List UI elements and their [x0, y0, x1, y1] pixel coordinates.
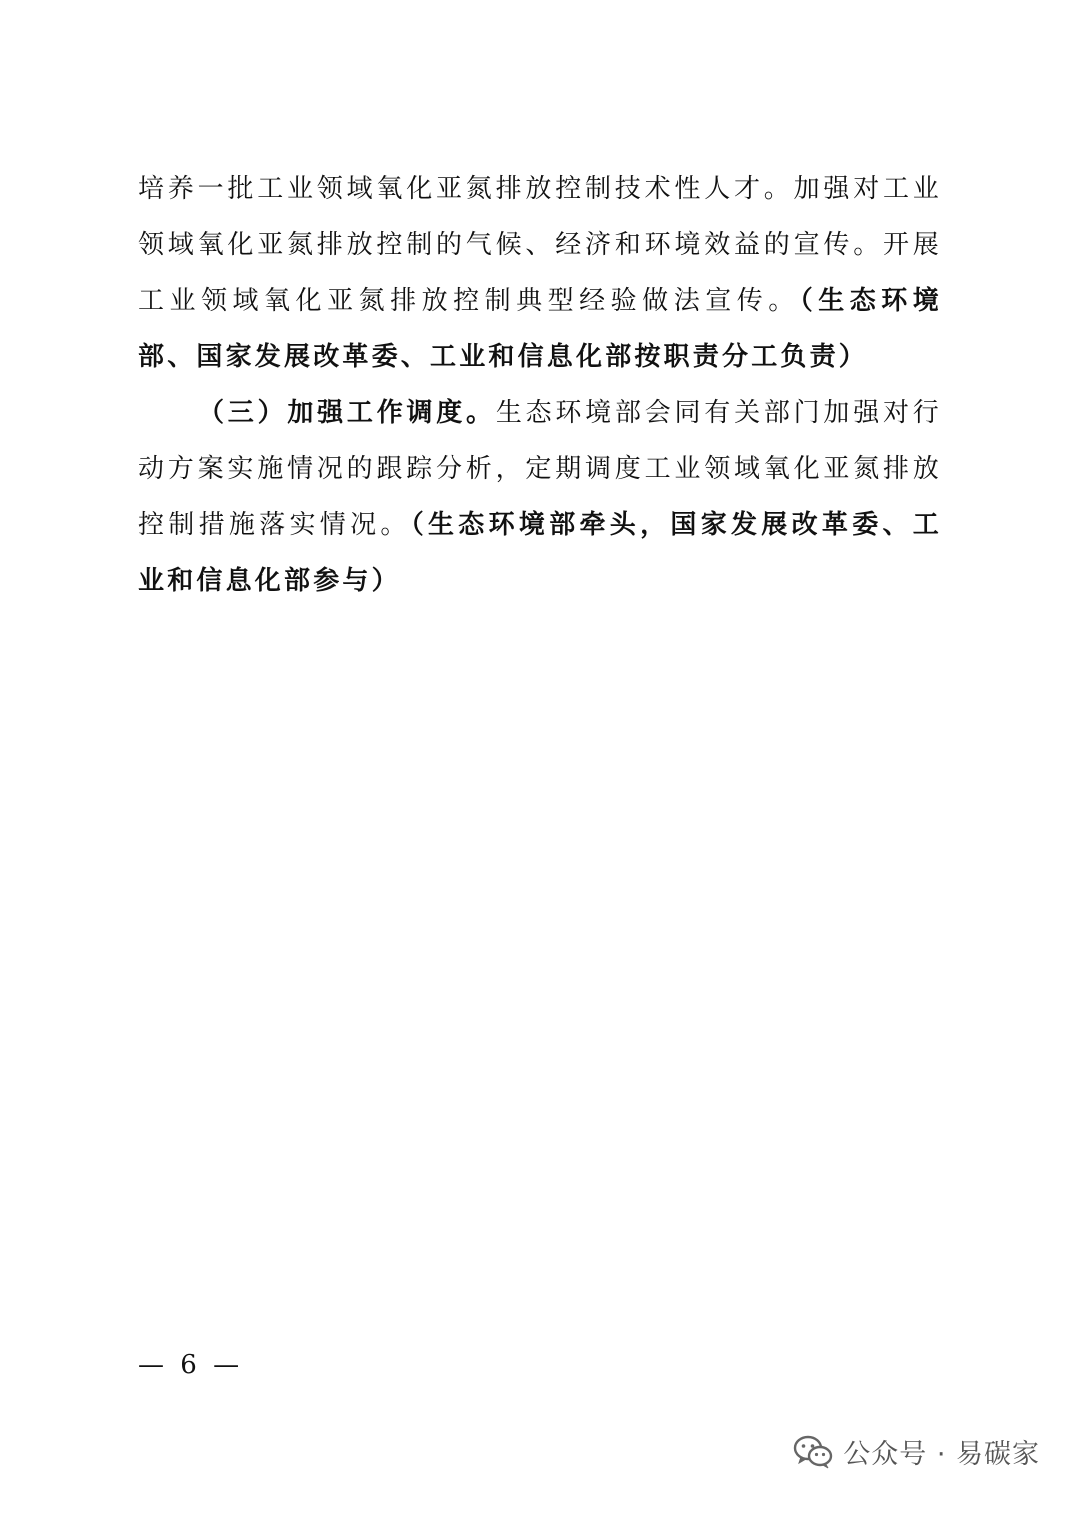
- responsibility-note: （生态环境部牵头，国家发展改革委、工业和信息化部参与）: [138, 510, 942, 596]
- section-heading: （三）加强工作调度。: [198, 398, 496, 428]
- wechat-icon: [793, 1435, 833, 1469]
- paragraph-continuation: [138, 161, 942, 385]
- wechat-watermark: [793, 1432, 1040, 1471]
- paragraph-text: 生态环境部会同有关部门加强对行动方案实施情况的跟踪分析，定期调度工业领域氧化亚氮排放控制措施落实情况。: [138, 398, 942, 540]
- page-number: — 6 —: [138, 1350, 244, 1380]
- paragraph-text: 培养一批工业领域氧化亚氮排放控制技术性人才。加强对工业领域氧化亚氮排放控制的气候、经济和环境效益的宣传。开展工业领域氧化亚氮排放控制典型经验做法宣传。: [138, 174, 942, 316]
- responsibility-note: （生态环境部、国家发展改革委、工业和信息化部按职责分工负责）: [138, 286, 942, 372]
- paragraph-work-scheduling: [138, 385, 942, 609]
- document-body: [138, 161, 942, 609]
- watermark-text: 公众号 · 易碳家: [843, 1439, 1040, 1470]
